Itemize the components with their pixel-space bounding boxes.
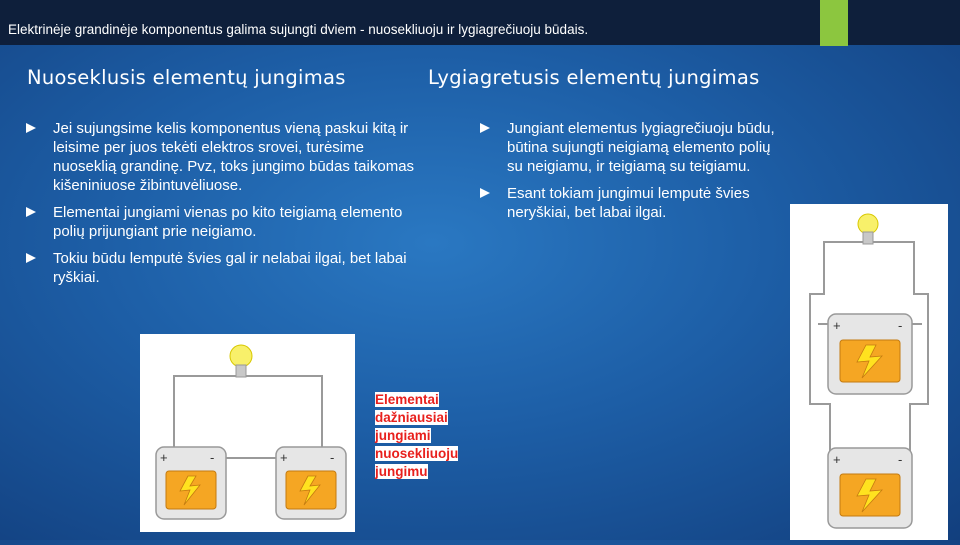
battery-icon bbox=[828, 448, 912, 528]
minus-label: - bbox=[330, 450, 335, 465]
accent-strip bbox=[820, 0, 848, 46]
battery-icon bbox=[828, 314, 912, 394]
list-item bbox=[26, 119, 426, 195]
list-item bbox=[480, 119, 780, 176]
battery-icon bbox=[276, 447, 346, 519]
parallel-bullet-list bbox=[480, 119, 780, 230]
bullet-arrow-icon bbox=[26, 207, 36, 217]
bullet-arrow-icon bbox=[480, 123, 490, 133]
plus-label: + bbox=[833, 318, 841, 333]
bullet-arrow-icon bbox=[480, 188, 490, 198]
plus-label: + bbox=[160, 450, 168, 465]
parallel-connection-heading: Lygiagretusis elementų jungimas bbox=[428, 66, 760, 89]
series-note bbox=[375, 391, 495, 481]
light-bulb-icon bbox=[230, 345, 252, 377]
minus-label: - bbox=[898, 452, 903, 467]
wires bbox=[174, 376, 322, 458]
list-item bbox=[26, 249, 426, 287]
bullet-text: Esant tokiam jungimui lemputė švies neryškiai, bet labai ilgai. bbox=[507, 185, 750, 221]
light-bulb-icon bbox=[858, 214, 878, 244]
battery-icon bbox=[156, 447, 226, 519]
bullet-arrow-icon bbox=[26, 123, 36, 133]
bullet-text: Tokiu būdu lemputė švies gal ir nelabai ilgai, bet labai ryškiai. bbox=[53, 250, 407, 286]
list-item bbox=[26, 203, 426, 241]
bullet-arrow-icon bbox=[26, 253, 36, 263]
series-note-text: Elementai dažniausiai jungiami nuosekliuoju jungimu bbox=[375, 392, 459, 479]
minus-label: - bbox=[210, 450, 215, 465]
series-bullet-list bbox=[26, 119, 426, 295]
bullet-text: Elementai jungiami vienas po kito teigiamą elemento polių prijungiant prie neigiamo. bbox=[53, 204, 403, 240]
series-connection-heading: Nuoseklusis elementų jungimas bbox=[27, 66, 346, 89]
list-item bbox=[480, 184, 780, 222]
minus-label: - bbox=[898, 318, 903, 333]
plus-label: + bbox=[280, 450, 288, 465]
plus-label: + bbox=[833, 452, 841, 467]
bullet-text: Jei sujungsime kelis komponentus vieną paskui kitą ir leisime per juos tekėti elektros srovei, turėsime nuoseklią grandinę. Pvz, toks jungimo būdas taikomas kišeniniuose žibintuvėliuose. bbox=[53, 120, 415, 194]
bullet-text: Jungiant elementus lygiagrečiuoju būdu, būtina sujungti neigiamą elemento polių su neigiamu, ir teigiamą su teigiamu. bbox=[507, 120, 775, 175]
parallel-circuit-image bbox=[790, 204, 948, 540]
series-circuit-image bbox=[140, 334, 355, 532]
slide-title: Elektrinėje grandinėje komponentus galima sujungti dviem - nuosekliuoju ir lygiagrečiuoju būdais. bbox=[8, 22, 589, 37]
